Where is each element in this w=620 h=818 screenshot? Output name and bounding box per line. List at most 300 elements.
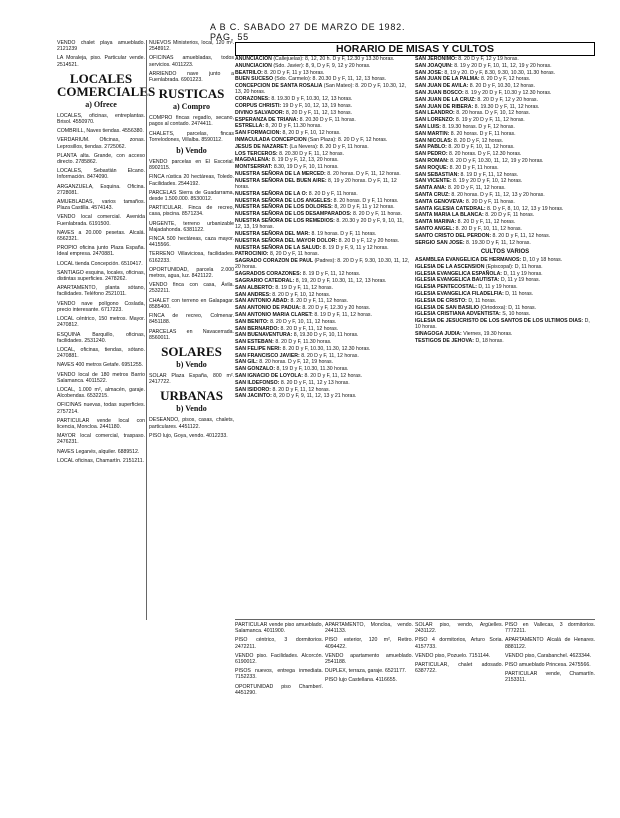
mass-times: D, 11 y 19 horas. [499, 277, 541, 284]
mass-entry [235, 76, 410, 82]
mass-times: 8. 20 D y F, 12 y 19 horas. [456, 56, 519, 62]
mass-entry [235, 319, 410, 325]
mass-entry [415, 318, 595, 330]
church-name: NUESTRA SEÑORA DEL MAR: [235, 230, 311, 237]
church-name: SANTA IGLESIA CATEDRAL: [415, 205, 486, 212]
mass-entry [415, 104, 595, 110]
church-name: ANUNCIACION [235, 62, 272, 69]
church-name: SAN ROMAN: [415, 157, 449, 164]
church-name: SAN ESTEBAN: [235, 339, 274, 346]
church-name: NUESTRA SEÑORA DE LA MERCED: [235, 170, 326, 177]
church-name: SAN FRANCISCO JAVIER: [235, 352, 300, 359]
classified-ad: VENDO piso, Carabanchel. 4623344. [505, 652, 592, 659]
classified-ad: ESQUINA Barquillo, oficinas, facilidades. 2531240. [57, 331, 145, 344]
cultos-varios-title: CULTOS VARIOS [480, 248, 530, 255]
mass-times: 8. 20 D y F, 11 horas. [351, 211, 402, 218]
mass-entry [415, 97, 595, 103]
classified-ad: FINCA 500 hectáreas, caza mayor. 4415566. [149, 236, 234, 249]
mass-times: 8. 20 D y F, 12 horas. [452, 137, 504, 144]
church-name: IGLESIA EVANGELICA FILADELFIA: [415, 290, 504, 297]
mass-entry [415, 219, 595, 225]
mass-times: 8. 20 D y F, 12 y 20 horas. [337, 237, 400, 244]
church-name: SAN GIL: [235, 359, 258, 366]
church-name: SAN JERONIMO: [415, 56, 457, 62]
church-name: LOS TERCEROS: [235, 150, 278, 157]
church-name: SAN NICOLAS: [415, 137, 453, 144]
masses-column-left [235, 56, 410, 616]
church-name: CORPUS CHRISTI: [235, 102, 282, 109]
mass-times: (Sdo. Javier): 8, 9, D y F, 9, 12 y 20 horas. [271, 62, 371, 69]
mass-entry [415, 277, 595, 283]
classified-ad: VENDO apartamento amueblado. 2541188. [325, 652, 413, 666]
mass-entry [235, 144, 410, 150]
classified-ad: SANTIAGO esquina, locales, oficinas, distintas superficies. 2478262. [57, 269, 145, 283]
church-name: SAN BENITO: [235, 318, 269, 325]
church-name: SAN FORMACION: [235, 130, 282, 137]
cultos-list [415, 257, 595, 344]
mass-entry [235, 151, 410, 157]
bottom-column-4 [505, 622, 595, 762]
church-name: NUESTRA SEÑORA DE LA O: [235, 190, 308, 197]
mass-entry [415, 199, 595, 205]
mass-entry [235, 353, 410, 359]
mass-times: 8. 19.30 horas. D y F, 12 horas. [440, 123, 515, 130]
church-name: MONTSERRAT: [235, 164, 273, 171]
mass-times: 8. 20 D y F, 11 y 13 horas. [262, 69, 325, 76]
mass-times: 8, 19 y 20. D y F, 8.30, 9.30, 10.30, 11.30 horas. [442, 69, 556, 76]
mass-times: 8. 19.30 D y F, 11, 12 horas. [473, 103, 540, 110]
ads-group [57, 113, 145, 464]
mass-entry [415, 226, 595, 232]
mass-times: (San Mateo): 8. 20 D y F, 10.30, 12, 13, 20 horas. [235, 83, 406, 96]
mass-entry [235, 198, 410, 204]
classified-ad: DUPLEX, terraza, garaje. 6521177. [325, 668, 407, 675]
classified-ad: SOLAR Plaza España, 800 m². 2417722. [149, 372, 234, 386]
church-name: CONCEPCION DE SANTA ROSALIA [235, 83, 323, 90]
mass-entry [415, 192, 595, 198]
mass-entry [415, 271, 595, 277]
classified-ad: MAYOR local comercial, traspaso. 2476231. [57, 433, 145, 446]
church-name: ESTRELLA: [235, 123, 265, 130]
bottom-column-2 [325, 622, 413, 762]
church-name: SAN JUAN DE RIBERA: [415, 103, 474, 110]
mass-times: 8. 20 D y F, 10, 11, 12 horas. [446, 144, 515, 151]
mass-times: (La Nevera): 8. 20 D y F, 11 horas. [288, 143, 369, 150]
church-name: IGLESIA EVANGELICA BAUTISTA: [415, 277, 500, 284]
church-name: IGLESIA PENTECOSTAL: [415, 284, 477, 291]
church-name: SAN ISIDORO: [235, 386, 272, 393]
classified-ad: VENDO local de 180 metros Barrio Salamanca. 4011522. [57, 371, 145, 384]
church-name: SAN JUAN BOSCO: [415, 89, 464, 96]
church-name: SANTA MARIA LA BLANCA: [415, 212, 484, 219]
classified-ad: APARTAMENTO, planta sótano, facilidades. Teléfono 2521011. [57, 285, 145, 298]
mass-times: 8. 20 D y F, 11, 12 y 13 horas. [279, 379, 350, 386]
church-name: SAN JOAQUIN: [415, 62, 453, 69]
classified-ad: LOCAL céntrico, 150 metros. Mayor. 2470812. [57, 316, 145, 329]
mass-entry [235, 63, 410, 69]
section-title-locales: LOCALES COMERCIALES [57, 70, 156, 99]
mass-times: 8. 19 D y F, 11, 12 horas. [459, 171, 519, 178]
mass-times: 8. 19 y 20 D y F, 10.30 y 12.30 horas. [463, 89, 552, 96]
mass-times: 8. 20 D y F, 10.30, 12 horas. [468, 83, 535, 90]
mass-entry [415, 165, 595, 171]
classified-ad: PISO amueblado Princesa. 2475566. [505, 662, 591, 669]
mass-entry [235, 117, 410, 123]
mass-times: 8. 20 D y F, 10.30, 11, 12, 19 y 20 horas. [448, 157, 544, 164]
classified-ad: PROPIO oficina junto Plaza España. Ideal empresa. 2470881. [57, 245, 145, 258]
mass-entry [415, 83, 595, 89]
classified-ad: OFICINAS nuevas, todas superficies. 2757214. [57, 402, 145, 415]
mass-times: 8. 19 y 20 D y F, 11, 12 horas. [454, 117, 525, 124]
mass-entry [415, 117, 595, 123]
mass-times: 8, 20 D y F, 11, 12, 13 horas. [284, 109, 353, 116]
mass-entry [235, 164, 410, 170]
mass-entry [415, 151, 595, 157]
mass-times: 8. 20.30 D y F, 11, 12 horas. [277, 150, 344, 157]
mass-entry [415, 144, 595, 150]
church-name: SAN ALBERTO: [235, 284, 274, 291]
mass-times: (Sdo. Carmelo): 8. 20.30 D y F, 11, 12, 13 horas. [273, 76, 386, 83]
classified-ad: DESEANDO, pisos, casas, chalets, particulares. 4451122. [149, 417, 234, 430]
classified-ad: VENDO local comercial. Avenida Fuenlabrada. 6191500. [57, 214, 145, 227]
church-name: MAGDALENA: [235, 157, 271, 164]
ads-group [149, 159, 234, 341]
subsection-ofrece: a) Ofrece [85, 99, 117, 109]
mass-times: 8. 20.30 y 20 D y F, 9, 10, 11, 12, 13, 19 horas. [235, 217, 404, 231]
mass-times: 8, 19.30 D y F, 10, 11 horas. [292, 332, 359, 339]
classified-ad: VERDARIUM. Oficinas, zonas. Leprosillos, tiendas. 2725062. [57, 137, 145, 150]
mass-entry [235, 278, 410, 284]
mass-times: 8. 20 D y F, 11 horas. [307, 190, 358, 197]
mass-entry [235, 211, 410, 217]
mass-entry [235, 271, 410, 277]
church-name: SANTO ANGEL: [415, 225, 455, 232]
mass-times: (Episcopal): D, 11 horas. [484, 263, 543, 270]
mass-entry [235, 251, 410, 257]
classified-ad: PARCELAS en Navacerrada. 8560011. [149, 328, 234, 341]
classified-ad: VENDO parcelas en El Escorial. 8902115. [149, 159, 234, 172]
mass-times: 8, 19 y 20 horas. D y F, 11, 12 horas. [235, 177, 397, 190]
mass-times: 8. 19 D y F, 9, 11 y 12 horas. [321, 244, 389, 251]
church-name: SAGRARIO CATEDRAL: [235, 277, 295, 284]
classified-ad: PARTICULAR, chalet adosado. 6387722. [415, 662, 503, 675]
classified-ad: SOLAR piso, vendo, Argüelles. 2431122. [415, 622, 503, 635]
classified-ad: PARTICULAR vende, Chamartín. 2153311. [505, 671, 595, 684]
mass-entry [235, 70, 410, 76]
mass-entry [415, 338, 595, 344]
mass-entry [415, 90, 595, 96]
church-name: SAN ILDEFONSO: [235, 379, 280, 386]
mass-entry [235, 285, 410, 291]
mass-times: 8. 19 y 20 D y F, 10, 11, 12, 19 y 20 horas. [452, 62, 552, 69]
church-name: SAN IGNACIO DE LOYOLA: [235, 373, 304, 380]
classified-ad: PARCELAS Sierra de Guadarrama, desde 1.500.000. 8530012. [149, 189, 234, 203]
church-name: BEATRILO: [235, 69, 263, 76]
mass-times: 8. 20 D y F, 11 horas. [483, 212, 535, 219]
ads-group [149, 417, 234, 439]
classified-ad: PISO 4 dormitorios, Arturo Soria. 4157733. [415, 637, 503, 650]
mass-entry [415, 124, 595, 130]
church-name: SAN LORENZO: [415, 117, 455, 124]
church-name: SAN ANTONIO ABAD: [235, 298, 289, 305]
classified-ad: VENDO nave polígono Coslada, precio interesante. 6717223. [57, 300, 145, 313]
top-ads-group [149, 40, 234, 83]
church-name: INMACULADA CONCEPCION [235, 136, 307, 143]
mass-entry [235, 96, 410, 102]
church-name: SAN LUIS: [415, 123, 441, 130]
mass-times: 8. 20 D y F, 11, 12 horas. [491, 232, 551, 239]
church-name: SAN BUENAVENTURA: [235, 332, 293, 339]
church-name: SAN MARTIN: [415, 130, 450, 137]
classified-ad: URGENTE, terreno urbanizable Majadahonda. 6381122. [149, 220, 234, 233]
church-name: TESTIGOS DE JEHOVA: [415, 337, 474, 344]
mass-entry [235, 298, 410, 304]
mass-entry [415, 63, 595, 69]
church-name: SAN PABLO: [415, 144, 447, 151]
church-name: SANTA CRUZ: [415, 191, 450, 198]
mass-entry [235, 305, 410, 311]
mass-entry [235, 292, 410, 298]
church-name: DIVINO SALVADOR: [235, 109, 285, 116]
mass-times: D, 18 horas. [474, 337, 504, 344]
mass-times: (Ortodoxa): D, 11 horas. [479, 304, 537, 311]
classified-ad: OPORTUNIDAD piso Chamberí. 4451290. [235, 683, 323, 696]
church-name: SAN JACINTO: [235, 393, 272, 400]
church-name: SAN ROQUE: [415, 164, 449, 171]
mass-entry [235, 123, 410, 129]
mass-entry [235, 332, 410, 338]
ads-group [149, 373, 234, 385]
mass-entry [415, 305, 595, 311]
mass-entry [235, 178, 410, 190]
mass-entry [235, 204, 410, 210]
church-name: SANTA GENOVEVA: [415, 198, 465, 205]
classified-ad: VENDO finca con casa, Ávila. 2532211. [149, 282, 234, 295]
church-name: SAN JUAN DE LA CRUZ: [415, 96, 476, 103]
classified-ad: ARGANZUELA, Esquina. Oficina. 2728081. [57, 183, 145, 196]
mass-entry [415, 291, 595, 297]
classified-ad: PARTICULAR vende local con licencia, Moncloa. 2441180. [57, 417, 145, 430]
mass-entry [415, 240, 595, 246]
mass-times: (Callejuelas): 8, 12, 20 h. D y F, 12.30 y 13.30 horas. [271, 56, 395, 62]
classified-ad: PISO lujo, Goya, vendo. 4012233. [149, 432, 228, 439]
mass-times: (Padres): 8. 20 D y F, 9.30, 10.30, 11, 12, 20 horas. [235, 258, 410, 271]
classified-ad: LOCAL, oficinas, tiendas, sótano. 2470881. [57, 346, 145, 360]
classified-ad: NAVES 400 metros Getafe. 6951255. [57, 362, 144, 369]
classified-ad: LOCAL tienda Concepción. 6510417. [57, 260, 143, 267]
classified-ad: CHALET con terreno en Galapagar. 8585400. [149, 297, 234, 310]
mass-entry [235, 312, 410, 318]
classified-ad: FINCA de recreo, Colmenar. 8451188. [149, 313, 234, 326]
mass-entry [415, 158, 595, 164]
mass-entry [415, 206, 595, 212]
section-title-solares: SOLARES [161, 343, 222, 359]
classified-ad: LOCAL, 1.000 m², almacén, garaje. Alcobendas. 6532215. [57, 386, 145, 400]
mass-times: 8. 20 horas. D y F, 11 horas. [449, 130, 516, 137]
mass-times: 8. D y F, 8, 10, 12, 13 y 19 horas. [485, 205, 564, 212]
masses-title-box: HORARIO DE MISAS Y CULTOS [235, 42, 595, 56]
mass-times: 8. 20 D y F, 11, 12 horas. [456, 219, 516, 226]
mass-entry [415, 298, 595, 304]
page-header: A B C. SABADO 27 DE MARZO DE 1982. PAG. 55 [210, 22, 406, 42]
mass-entry [235, 171, 410, 177]
classified-ad: AMUEBLADAS, varios tamaños. Plaza Castilla. 4574143. [57, 199, 145, 212]
church-name: SANTA MARINA: [415, 219, 457, 226]
classifieds-column-1 [57, 40, 156, 800]
church-name: SAN VICENTE: [415, 178, 452, 185]
mass-times: 8, 20 D y F, 11 y 12 horas. [332, 204, 395, 211]
mass-times: D, 11 y 19 horas. [502, 270, 543, 277]
church-name: SAN JUAN DE AVILA: [415, 83, 469, 90]
mass-entry [235, 339, 410, 345]
classified-ad: LA Moraleja, piso. Particular vende. 2514521. [57, 55, 145, 68]
top-ads-group [57, 40, 145, 68]
mass-times: 8. 20 D y F, 11, 12 horas. [299, 352, 359, 359]
mass-entry [415, 311, 595, 317]
mass-times: D, 11 horas. [466, 297, 497, 304]
mass-times: 8. 20 D y F, 12 y 20 horas. [475, 96, 538, 103]
classified-ad: VENDO chalet playa amueblado. 2121239 [57, 40, 145, 53]
mass-entry [235, 218, 410, 230]
classified-ad: LOCAL oficinas, Chamartín. 2151211. [57, 457, 145, 464]
subsection-vendo-urbanas: b) Vendo [176, 404, 207, 414]
mass-times: 19 D y F, 10, 12, 13, 19 horas. [281, 102, 353, 109]
mass-times: 8. 20 D y F, 10, 11, 12 horas. [454, 225, 522, 232]
church-name: SANTO CRISTO DEL PERDON: [415, 232, 492, 239]
mass-entry [415, 76, 595, 82]
mass-times: 8. 20 D y F, 10, 11, 12 horas. [268, 318, 337, 325]
mass-times: Viernes, 19.30 horas. [461, 331, 513, 338]
church-name: SAGRADOS CORAZONES: [235, 271, 302, 278]
divider [235, 619, 595, 620]
classified-ad: OFICINAS amuebladas, todos servicios. 4011223. [149, 55, 234, 68]
church-name: BUEN SUCESO [235, 76, 274, 83]
mass-entry [235, 373, 410, 379]
mass-entry [235, 258, 410, 270]
church-name: SAN BERNARDO: [235, 325, 280, 332]
mass-times: 8. 20 D y F, 12 horas. [479, 76, 531, 83]
church-name: ANUNCIACION [235, 56, 272, 62]
classified-ad: NUEVOS Ministerios, local, 120 m². 2548912. [149, 40, 234, 53]
mass-entry [235, 245, 410, 251]
church-name: SAN GONZALO: [235, 366, 276, 373]
subsection-vendo: b) Vendo [176, 146, 207, 156]
subsection-vendo-solares: b) Vendo [176, 359, 207, 369]
mass-times: 8. 19 D y F, 12, 13, 20 horas. [270, 157, 339, 164]
classified-ad: VENDO piso. Facilidades. Alcorcón. 6190012. [235, 652, 323, 666]
classified-ad: PISO lujo Castellana. 4116655. [325, 677, 397, 684]
church-name: JESUS DE NAZARET: [235, 143, 289, 150]
mass-times: 8. 20 D y F, 11.30 horas. [273, 339, 332, 346]
section-title-rusticas: RUSTICAS [158, 86, 225, 102]
mass-times: 8, 20 D y F, 10, 12 horas. [281, 130, 341, 137]
mass-times: 8. 20 horas. D y F, 11 horas. [332, 197, 399, 204]
church-name: SAN LEANDRO: [415, 110, 455, 117]
mass-entry [235, 346, 410, 352]
classified-ad: APARTAMENTO Alcalá de Henares. 8881122. [505, 637, 595, 650]
mass-entry [415, 331, 595, 337]
classified-ad: ARRIENDO nave junto a Fuenlabrada. 6901223. [149, 70, 234, 84]
mass-entry [415, 70, 595, 76]
mass-entry [415, 178, 595, 184]
church-name: PATROCINIO: [235, 251, 269, 258]
mass-times: 8. 19 D y F, 11, 12 horas. [312, 311, 372, 318]
classified-ad: PISO exterior, 120 m², Retiro. 4094422. [325, 637, 413, 650]
mass-entry [235, 393, 410, 399]
mass-times: D, 10 y 18 horas. [521, 256, 563, 263]
mass-entry [415, 185, 595, 191]
church-name: IGLESIA CRISTIANA ADVENTISTA: [415, 311, 501, 318]
ads-group [149, 115, 234, 143]
church-name: SERGIO SAN JOSE: [415, 239, 465, 246]
church-name: SAN ANTONIO MARIA CLARET: [235, 311, 313, 318]
church-name: SAN SEBASTIAN: [415, 171, 460, 178]
classified-ad: FINCA rústica 20 hectáreas, Toledo. Facilidades. 2544192. [149, 174, 234, 187]
church-name: ESPERANZA DE TRIANA: [235, 116, 299, 123]
mass-entry [235, 110, 410, 116]
classified-ad: PISO céntrico, 3 dormitorios. 2472211. [235, 637, 323, 650]
mass-entry [415, 131, 595, 137]
mass-entry [415, 233, 595, 239]
mass-times: 8. 20 horas. D y F, 11, 12 horas. [325, 170, 401, 177]
mass-times: 8. 20 D y F, 10.30, 11.30, 12.30 horas. [281, 345, 371, 352]
mass-entry [415, 110, 595, 116]
classified-ad: PARTICULAR. Finca de recreo, casa, piscina. 8571234. [149, 205, 234, 218]
bottom-column-3 [415, 622, 503, 762]
mass-entry [235, 387, 410, 393]
mass-entry [415, 56, 595, 62]
church-name: IGLESIA EVANGELICA ESPAÑOLA: [415, 270, 503, 277]
mass-times: 8. 20 D y F, 11 horas. [448, 164, 499, 171]
mass-times: (San Plaza): 8. 20 D y F, 12 horas. [306, 136, 388, 143]
mass-entry [235, 83, 410, 95]
classifieds-column-2 [146, 40, 234, 620]
church-name: CORAZONES: [235, 96, 270, 103]
mass-times: 8, 19 D y F, 10.30, 11.30 horas. [275, 366, 349, 373]
mass-times: 8. 19 horas. D y F, 11 horas. [310, 230, 377, 237]
classified-ad: LOCALES, oficinas, entreplantas. Brisol. 4550970. [57, 112, 145, 126]
church-name: SAN PEDRO: [415, 151, 448, 158]
mass-entry [415, 284, 595, 290]
masses-list [415, 56, 595, 246]
masses-list [235, 56, 410, 400]
mass-entry [415, 172, 595, 178]
mass-entry [235, 56, 410, 62]
church-name: SAGRADO CORAZON DE PAUL [235, 258, 314, 265]
classified-ad: VENDO piso, Pozuelo. 7151144. [415, 652, 491, 659]
mass-times: 8, 20 D y F, 11.30 horas. [264, 123, 322, 130]
mass-times: D, 11 y 19 horas. [476, 284, 518, 291]
mass-times: 8. 20 D y F, 11, 12 horas. [289, 298, 349, 305]
church-name: IGLESIA DE SAN BASILIO [415, 304, 480, 311]
mass-entry [235, 231, 410, 237]
mass-times: 8. 20 D y F, 10, 12 horas. [270, 291, 331, 298]
classified-ad: LOCALES, Sebastián Elcano. Información. 8474090. [57, 168, 145, 181]
church-name: SANTA ANA: [415, 185, 447, 192]
church-name: IGLESIA DE LA ASCENSION [415, 263, 485, 270]
church-name: SAN JOSE: [415, 69, 443, 76]
mass-entry [235, 137, 410, 143]
mass-times: 8, 20 D y F, 11 horas. [268, 251, 319, 258]
classified-ad: OPORTUNIDAD, parcela 2.000 metros, agua, luz. 8421122. [149, 266, 234, 280]
classified-ad: CHALETS, parcelas, fincas Torrelodones, Villalba. 8590112. [149, 130, 234, 143]
mass-entry [415, 257, 595, 263]
mass-entry [235, 359, 410, 365]
bottom-column-1 [235, 622, 323, 762]
church-name: NUESTRA SEÑORA DE LA SALUD: [235, 244, 322, 251]
mass-times: 8. 19 D y F, 11, 12 horas. [301, 271, 361, 278]
church-name: NUESTRA SEÑORA DE LOS ANGELES: [235, 197, 333, 204]
